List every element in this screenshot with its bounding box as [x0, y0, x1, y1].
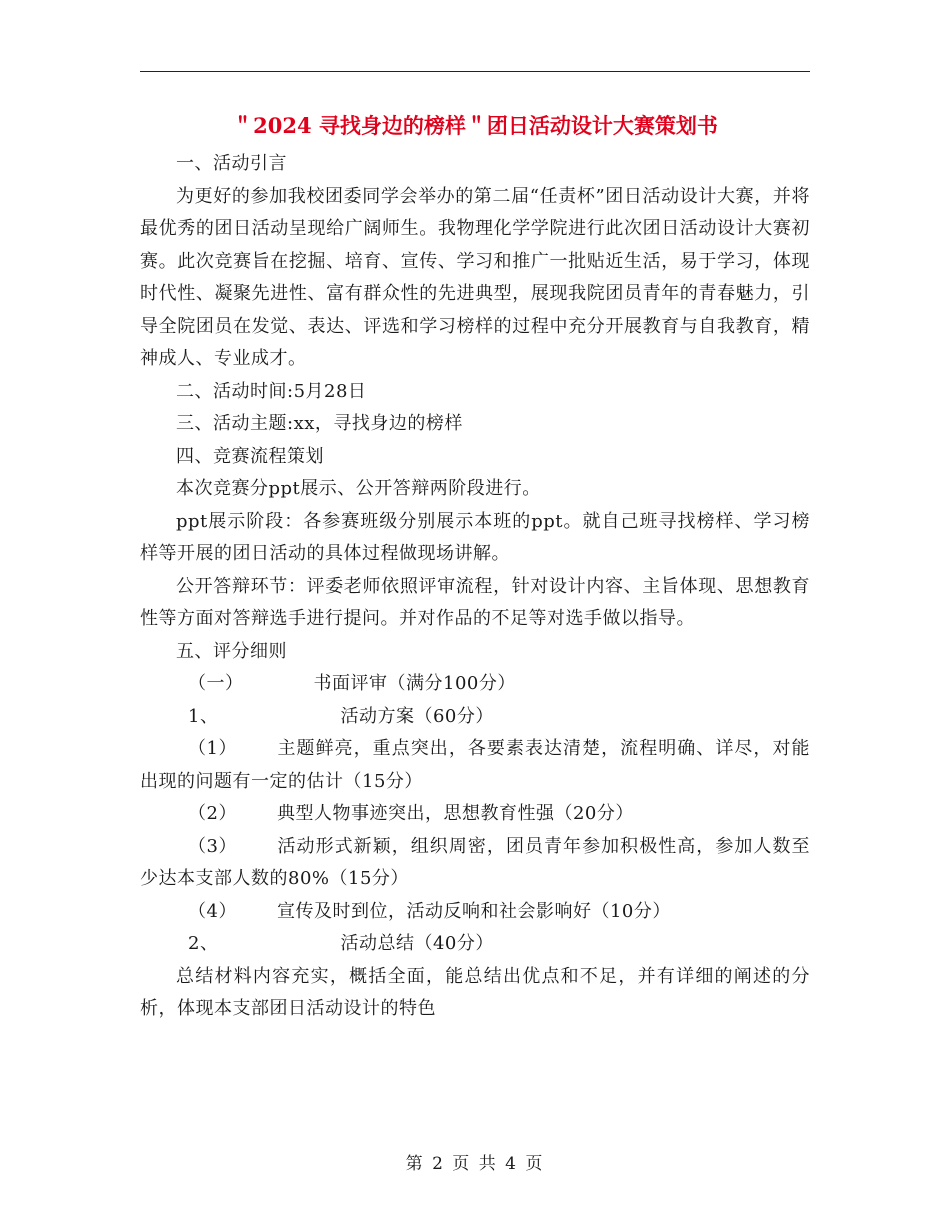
intro-heading: 一、活动引言 — [176, 153, 287, 174]
activity-theme: 三、活动主题:xx，寻找身边的榜样 — [176, 413, 463, 434]
sub-label: 活动总结（40分） — [340, 933, 494, 954]
item-text: 活动形式新颖，组织周密，团员青年参加积极性高，参加人数至少达本支部人数的80%（15分） — [140, 835, 810, 889]
item-text: 主题鲜亮，重点突出，各要素表达清楚，流程明确、详尽，对能出现的问题有一定的估计（15分） — [140, 738, 810, 792]
process-intro: 本次竞赛分ppt展示、公开答辩两阶段进行。 — [176, 478, 541, 499]
criteria-item-4 — [140, 896, 810, 929]
intro-paragraph: 为更好的参加我校团委同学会举办的第二届“任责杯”团日活动设计大赛，并将最优秀的团日活动呈现给广阔师生。我物理化学学院进行此次团日活动设计大赛初赛。此次竞赛旨在挖掘、培育、宣传、学习和推广一批贴近生活，易于学习，体现时代性、凝聚先进性、富有群众性的先进典型，展现我院团员青年的青春魅力，引导全院团员在发觉、表达、评选和学习榜样的过程中充分开展教育与自我教育，精神成人、专业成才。 — [140, 185, 810, 369]
process-heading: 四、竞赛流程策划 — [176, 445, 324, 467]
defense-stage-paragraph: 公开答辩环节：评委老师依照评审流程，针对设计内容、主旨体现、思想教育性等方面对答辩选手进行提问。并对作品的不足等对选手做以指导。 — [140, 575, 810, 629]
summary-paragraph: 总结材料内容充实，概括全面，能总结出优点和不足，并有详细的阐述的分析，体现本支部团日活动设计的特色 — [140, 965, 810, 1019]
item-number: （4） — [188, 900, 237, 922]
item-text: 宣传及时到位，活动反响和社会影响好（10分） — [276, 900, 671, 922]
document-body — [140, 148, 810, 1026]
document-title: ＂2024 寻找身边的榜样＂团日活动设计大赛策划书 — [232, 113, 718, 138]
part-number: （一） — [188, 673, 244, 694]
ppt-stage-paragraph: ppt展示阶段：各参赛班级分别展示本班的ppt。就自己班寻找榜样、学习榜样等开展的团日活动的具体过程做现场讲解。 — [140, 510, 810, 564]
header-rule — [140, 71, 810, 72]
scoring-sub-1 — [140, 701, 810, 734]
sub-label: 活动方案（60分） — [340, 705, 494, 727]
item-number: （1） — [188, 738, 237, 759]
scoring-part-1 — [140, 668, 810, 701]
part-label: 书面评审（满分100分） — [313, 673, 516, 694]
criteria-item-2 — [140, 798, 810, 831]
sub-number: 1、 — [188, 705, 219, 727]
criteria-item-1 — [140, 733, 810, 798]
sub-number: 2、 — [188, 933, 219, 954]
item-number: （3） — [188, 835, 237, 857]
scoring-heading: 五、评分细则 — [176, 640, 287, 662]
scoring-sub-2 — [140, 928, 810, 961]
item-text: 典型人物事迹突出，思想教育性强（20分） — [276, 803, 634, 824]
activity-time: 二、活动时间:5月28日 — [176, 380, 367, 402]
item-number: （2） — [188, 803, 237, 824]
criteria-item-3 — [140, 831, 810, 896]
page-number: 第 2 页 共 4 页 — [405, 1154, 545, 1174]
